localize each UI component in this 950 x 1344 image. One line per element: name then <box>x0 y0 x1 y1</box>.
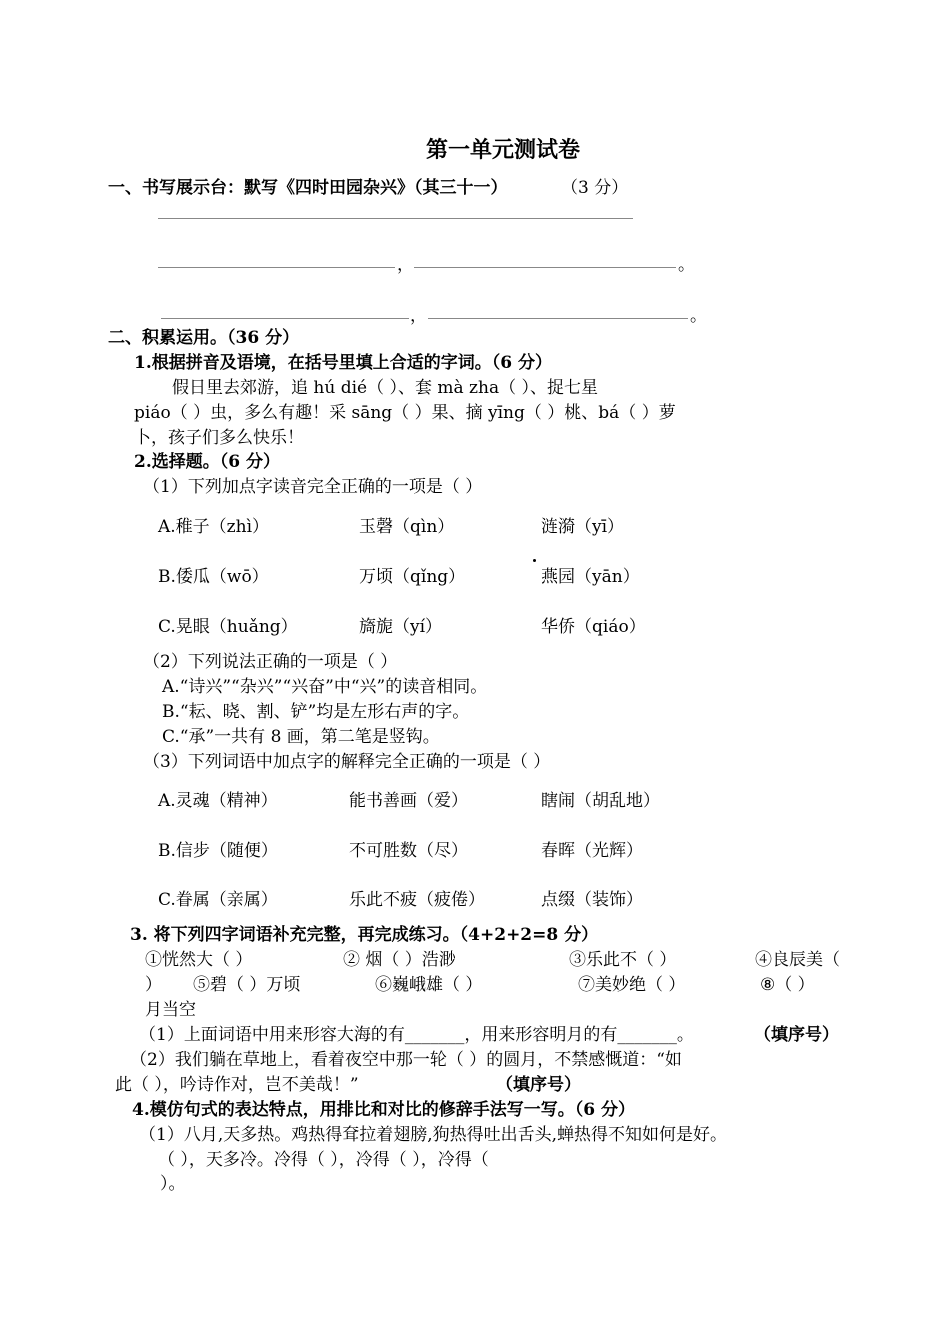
answer-line-2[interactable] <box>158 267 395 268</box>
q1-line-2: piáo（ ）虫，多么有趣！采 sāng（ ）果、摘 yīng（ ）桃、bá（ ）萝 <box>134 403 676 423</box>
q2-sub3-option-a1: A.灵魂（精神） <box>158 791 278 811</box>
q2-sub1-option-c2: 旖旎（yí） <box>359 617 443 637</box>
comma-mark: ， <box>397 255 414 275</box>
q2-sub2: （2）下列说法正确的一项是（ ） <box>143 652 398 672</box>
period-mark: 。 <box>690 306 707 326</box>
q3-idiom-1: ①恍然大（ ） <box>145 950 253 970</box>
q1-line-1: 假日里去郊游，追 hú dié（ ）、套 mà zha（ ）、捉七星 <box>172 378 598 398</box>
q3-idiom-4-end: ） <box>145 975 162 995</box>
q3-idiom-3: ③乐此不（ ） <box>569 950 677 970</box>
q4-title: 4.模仿句式的表达特点，用排比和对比的修辞手法写一写。（6 分） <box>132 1100 635 1120</box>
q2-sub3-option-b2: 不可胜数（尽） <box>349 841 468 861</box>
q2-sub1-option-c3: 华侨（qiáo） <box>541 617 646 637</box>
q2-sub3-option-c1: C.眷属（亲属） <box>158 890 278 910</box>
q2-sub3: （3）下列词语中加点字的解释完全正确的一项是（ ） <box>143 752 551 772</box>
q4-line-2: （ ），天多冷。冷得（ ），冷得（ ），冷得（ <box>158 1150 489 1170</box>
comma-mark: ， <box>410 306 427 326</box>
page-title: 第一单元测试卷 <box>426 137 581 163</box>
q1-title: 1.根据拼音及语境，在括号里填上合适的字词。（6 分） <box>134 353 552 373</box>
section1-score: （3 分） <box>561 178 629 198</box>
q1-line-3: 卜，孩子们多么快乐！ <box>134 428 304 448</box>
q2-sub1-option-a1: A.稚子（zhì） <box>158 517 270 537</box>
answer-line-1[interactable] <box>158 218 633 219</box>
answer-line-3[interactable] <box>414 267 676 268</box>
q2-sub1-option-b1: B.倭瓜（wō） <box>158 567 269 587</box>
q2-title: 2.选择题。（6 分） <box>134 452 280 472</box>
answer-line-5[interactable] <box>428 318 688 319</box>
q2-sub1: （1）下列加点字读音完全正确的一项是（ ） <box>143 477 483 497</box>
emphasis-dot <box>533 559 536 562</box>
q4-line-3: ）。 <box>160 1174 186 1194</box>
q2-sub3-option-c2: 乐此不疲（疲倦） <box>349 890 485 910</box>
q3-idiom-5: ⑤碧（ ）万顷 <box>193 975 301 995</box>
q2-sub3-option-a3: 瞎闹（胡乱地） <box>541 791 660 811</box>
q2-sub1-option-c1: C.晃眼（huǎng） <box>158 617 298 637</box>
q2-sub1-option-a3: 涟漪（yī） <box>541 517 625 537</box>
q3-sub1-tag: （填序号） <box>754 1025 839 1045</box>
q3-sub2-line-2: 此（ ），吟诗作对，岂不美哉！” <box>115 1075 359 1095</box>
q2-sub2-option-a: A.“诗兴”“杂兴”“兴奋”中“兴”的读音相同。 <box>162 677 488 697</box>
q2-sub2-option-c: C.“承”一共有 8 画，第二笔是竖钩。 <box>162 727 440 747</box>
q3-idiom-8-end: 月当空 <box>145 1000 196 1020</box>
q2-sub2-option-b: B.“耘、晓、割、铲”均是左形右声的字。 <box>162 702 470 722</box>
q3-idiom-6: ⑥巍峨雄（ ） <box>375 975 483 995</box>
answer-line-4[interactable] <box>161 318 409 319</box>
q3-title: 3. 将下列四字词语补充完整，再完成练习。（4+2+2=8 分） <box>130 925 599 945</box>
q3-idiom-7: ⑦美妙绝（ ） <box>578 975 686 995</box>
period-mark: 。 <box>678 255 695 275</box>
q3-sub2-line-1: （2）我们躺在草地上，看着夜空中那一轮（ ）的圆月，不禁感慨道：“如 <box>130 1050 682 1070</box>
q2-sub3-option-b1: B.信步（随便） <box>158 841 278 861</box>
q3-idiom-4: ④良辰美（ <box>755 950 840 970</box>
section1-heading: 一、书写展示台：默写《四时田园杂兴》（其三十一） <box>108 178 508 198</box>
q2-sub1-option-b2: 万顷（qǐng） <box>359 567 466 587</box>
q4-sub1: （1）八月,天多热。鸡热得耷拉着翅膀,狗热得吐出舌头,蝉热得不知如何是好。 <box>139 1125 728 1145</box>
section2-heading: 二、积累运用。（36 分） <box>108 328 300 348</box>
q3-idiom-2: ② 烟（ ）浩渺 <box>343 950 456 970</box>
q2-sub3-option-b3: 春晖（光辉） <box>541 841 643 861</box>
q3-idiom-8: ⑧（ ） <box>760 975 815 995</box>
q2-sub3-option-a2: 能书善画（爱） <box>349 791 468 811</box>
q2-sub3-option-c3: 点缀（装饰） <box>541 890 643 910</box>
q2-sub1-option-a2: 玉磬（qìn） <box>359 517 455 537</box>
q2-sub1-option-b3: 燕园（yān） <box>541 567 640 587</box>
q3-sub2-tag: （填序号） <box>496 1075 581 1095</box>
q3-sub1: （1）上面词语中用来形容大海的有_______，用来形容明月的有_______。 <box>139 1025 694 1045</box>
